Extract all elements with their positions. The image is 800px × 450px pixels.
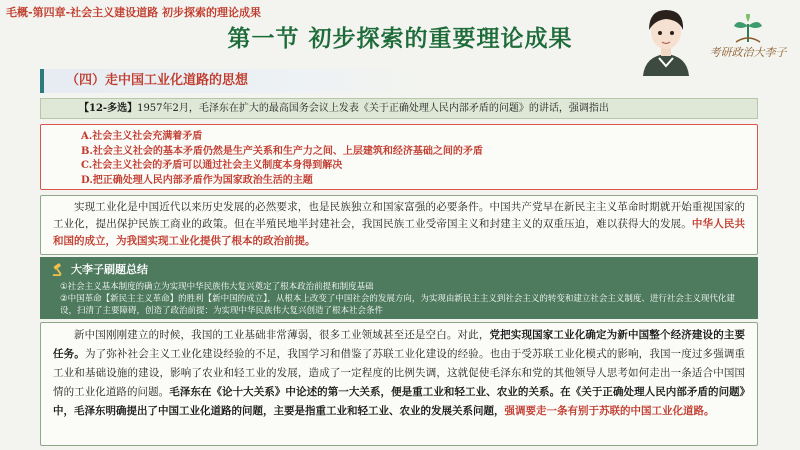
summary-title: 大李子刷题总结	[71, 263, 148, 276]
avatar	[635, 2, 697, 76]
question-text: 1957年2月，毛泽东在扩大的最高国务会议上发表《关于正确处理人民内部矛盾的问题》的讲话，强调指出	[137, 103, 609, 114]
breadcrumb: 毛概-第四章-社会主义建设道路 初步探索的理论成果	[6, 6, 261, 19]
page-title: 第一节 初步探索的重要理论成果	[227, 26, 573, 52]
body-bold-2: 毛泽东在《论十大关系》中论述的第一大关系，便是重工业和轻工业、农业的关系。在《关于正确处理人民内部矛盾的问题》中，毛泽东明确提出了中国工业化道路的问题，主要是指重工业和轻工业、农业的发展关系问题，	[53, 386, 745, 417]
answer-options	[40, 124, 758, 190]
summary-content	[60, 281, 750, 317]
summary-line-1: ①社会主义基本制度的确立为实现中华民族伟大复兴奠定了根本政治前提和制度基础	[60, 282, 374, 292]
brand-name: 考研政治大李子	[709, 46, 787, 59]
option-c: C.社会主义社会的矛盾可以通过社会主义制度本身得到解决	[81, 160, 343, 171]
body-paragraph	[40, 322, 758, 446]
section-heading: （四）走中国工业化道路的思想	[40, 69, 430, 93]
analysis-highlight: 中华人民共和国的成立，为我国实现工业化提供了根本的政治前提。	[53, 218, 745, 247]
question-tag: 【12-多选】	[79, 103, 138, 114]
summary-panel	[40, 257, 758, 319]
summary-line-2: ②中国革命【新民主主义革命】的胜利【新中国的成立】，从根本上改变了中国社会的发展方向，为实现由新民主主义到社会主义的转变和建立社会主义制度、进行社会主义现代化建设，扫清了主要障碍，创造了政治前提：为实现中华民族伟大复兴创造了根本社会条件	[60, 294, 735, 316]
body-red-highlight: 强调要走一条有别于苏联的中国工业化道路。	[504, 405, 715, 417]
gavel-icon	[52, 262, 66, 276]
option-a: A.社会主义社会充满着矛盾	[81, 131, 203, 142]
analysis-paragraph	[40, 195, 758, 255]
analysis-text: 实现工业化是中国近代以来历史发展的必然要求，也是民族独立和国家富强的必要条件。中国共产党早在新民主主义革命时期就开始重视国家的工业化，提出保护民族工商业的政策。但在半殖民地半封建社会，我国民族工业受帝国主义和封建主义的双重压迫，难以获得大的发展。	[53, 201, 745, 230]
body-text-2: 为了弥补社会主义工业化建设经验的不足，我国学习和借鉴了苏联工业化建设的经验。也由于受苏联工业化模式的影响，我国一度过多强调重工业和基础设施的建设，影响了农业和轻工业的发展，造成了一定程度的比例失调，这就促使毛泽东和党的其他领导人思考如何走出一条适合中国国情的工业化道路的问题。	[53, 348, 746, 398]
leaf-emblem-icon	[728, 14, 768, 44]
option-d: D.把正确处理人民内部矛盾作为国家政治生活的主题	[81, 174, 313, 186]
option-b: B.社会主义社会的基本矛盾仍然是生产关系和生产力之间、上层建筑和经济基础之间的矛盾	[81, 145, 483, 157]
body-bold-1: 党把实现国家工业化确定为新中国整个经济建设的主要任务。	[53, 329, 746, 360]
summary-heading	[52, 260, 148, 280]
brand-logo	[700, 14, 796, 70]
question-stem	[40, 98, 758, 119]
body-text-1: 新中国刚刚建立的时候，我国的工业基础非常薄弱，很多工业领域甚至还是空白。对此，	[74, 329, 490, 341]
